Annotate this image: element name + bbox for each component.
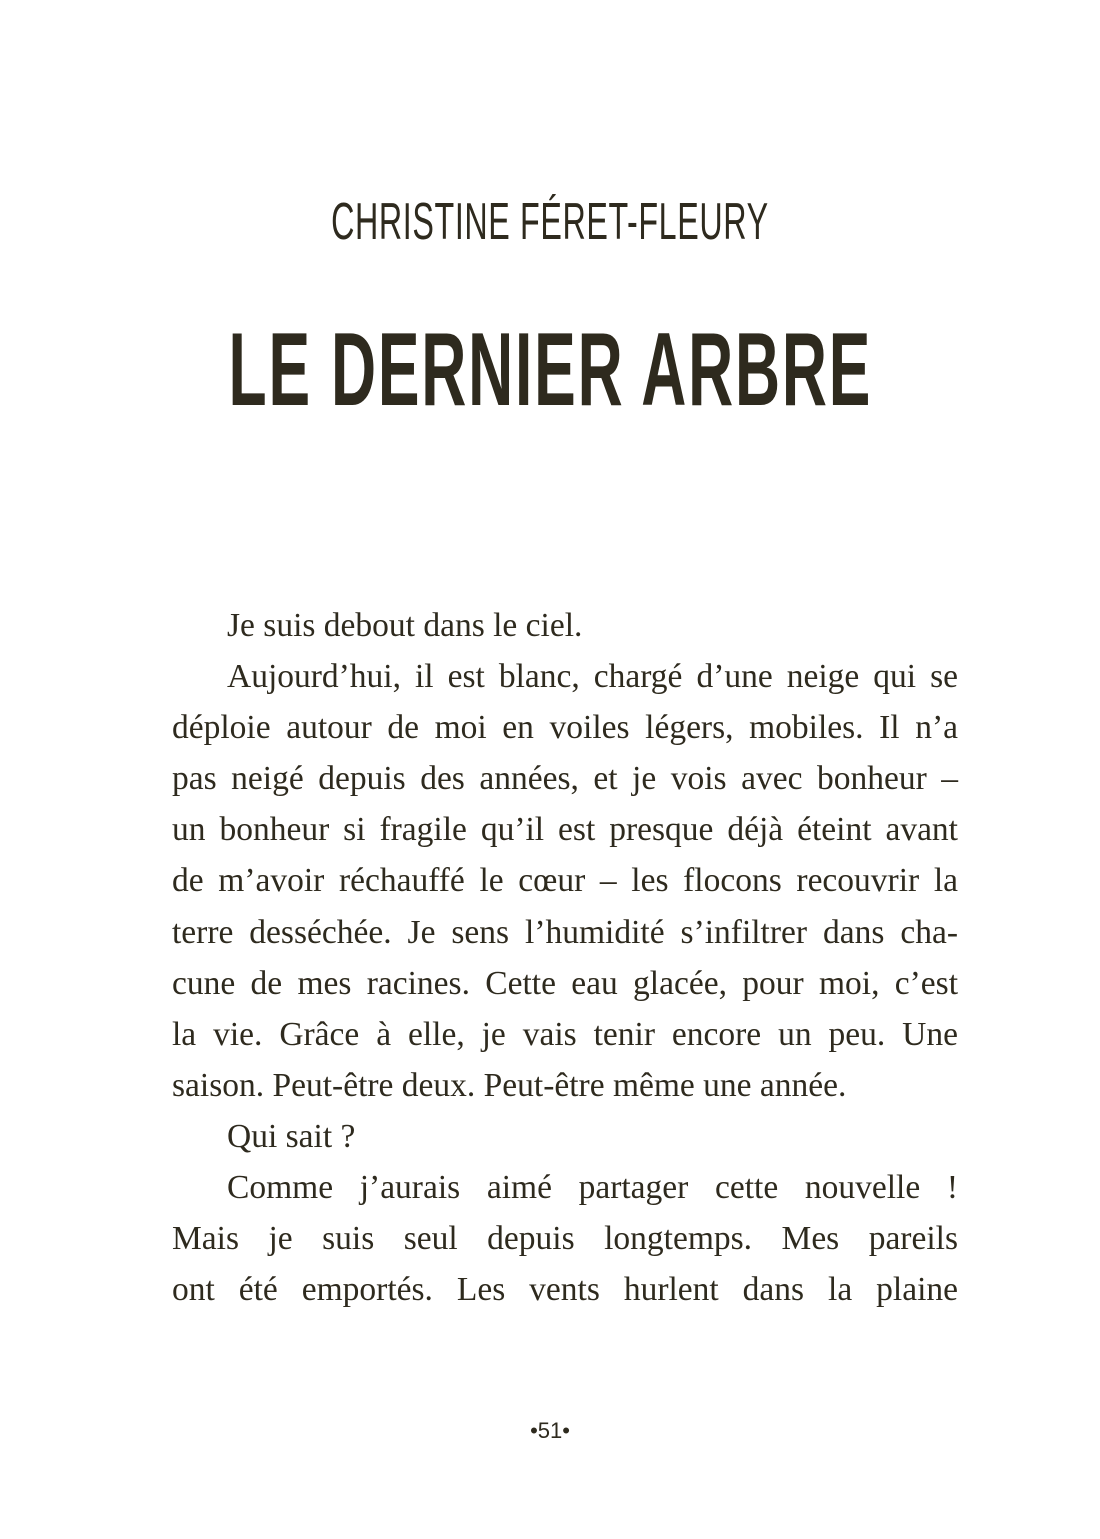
text-line: de m’avoir réchauffé le cœur – les flocons recouvrir la	[172, 862, 958, 900]
title-text: LE DERNIER ARBRE	[228, 312, 872, 428]
text-line: Mais je suis seul depuis longtemps. Mes pareils	[172, 1220, 958, 1258]
author-text: CHRISTINE FÉRET-FLEURY	[331, 193, 769, 251]
text-line: Qui sait ?	[227, 1117, 356, 1155]
text-line: Comme j’aurais aimé partager cette nouvelle !	[227, 1169, 958, 1207]
text-line: Je suis debout dans le ciel.	[227, 607, 583, 644]
text-line: déploie autour de moi en voiles légers, mobiles. Il n’a	[172, 709, 958, 747]
text-line: saison. Peut-être deux. Peut-être même une année.	[172, 1066, 847, 1104]
chapter-title	[0, 312, 1100, 428]
page-number: •51•	[530, 1418, 570, 1443]
body-text	[172, 600, 958, 1315]
text-line: cune de mes racines. Cette eau glacée, pour moi, c’est	[172, 964, 958, 1002]
text-line: terre desséchée. Je sens l’humidité s’infiltrer dans cha-	[172, 913, 958, 951]
author-name	[0, 193, 1100, 251]
text-line: un bonheur si fragile qu’il est presque déjà éteint avant	[172, 811, 958, 849]
text-line: pas neigé depuis des années, et je vois avec bonheur –	[172, 760, 958, 798]
text-line: ont été emportés. Les vents hurlent dans la plaine	[172, 1271, 958, 1309]
text-line: Aujourd’hui, il est blanc, chargé d’une neige qui se	[227, 658, 958, 696]
text-line: la vie. Grâce à elle, je vais tenir encore un peu. Une	[172, 1015, 958, 1053]
